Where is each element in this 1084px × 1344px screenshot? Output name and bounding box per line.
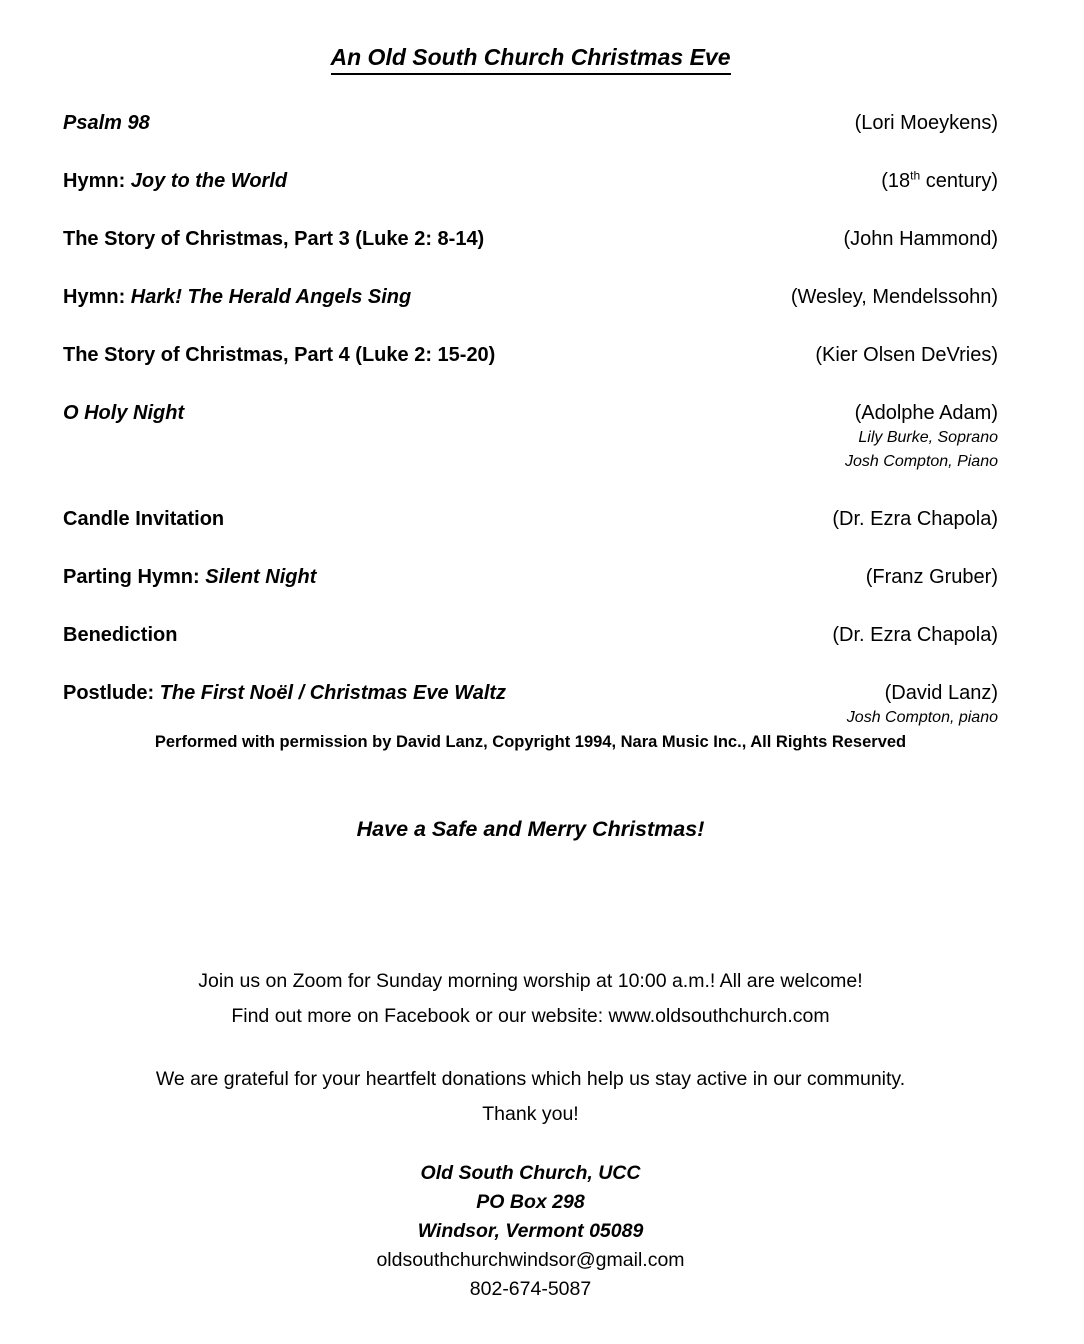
- program-item-title: [63, 284, 411, 310]
- program-item-prefix: Hymn:: [63, 286, 131, 308]
- program-item-attribution: (Wesley, Mendelssohn): [790, 286, 998, 308]
- attribution-superscript: th: [910, 168, 921, 183]
- city-state-zip: Windsor, Vermont 05089: [417, 1220, 644, 1242]
- program-item: [63, 400, 998, 474]
- phone-number: 802-674-5087: [469, 1278, 592, 1300]
- program-item-title: [63, 226, 484, 252]
- attribution-post: century): [920, 170, 998, 192]
- program-item: [63, 622, 998, 648]
- performer-line: Lily Burke, Soprano: [858, 429, 998, 446]
- page-title-text: An Old South Church Christmas Eve: [331, 44, 731, 75]
- program-item-attribution: (Dr. Ezra Chapola): [832, 624, 998, 646]
- program-item-title: [63, 622, 177, 648]
- program-item-title: [63, 110, 150, 136]
- program-item-piece: O Holy Night: [63, 402, 185, 424]
- program-item-prefix: The Story of Christmas, Part 3 (Luke 2: 8-14): [63, 228, 485, 250]
- program-item-attribution: (Adolphe Adam): [854, 402, 998, 424]
- attribution-pre: (18: [881, 170, 911, 192]
- program-item-title: [63, 342, 495, 368]
- program-item: [63, 680, 998, 755]
- program-item-piece: Joy to the World: [130, 170, 288, 192]
- program-item-prefix: Benediction: [63, 624, 178, 646]
- program-item-attribution: (Franz Gruber): [865, 566, 998, 588]
- program-item-title: [63, 506, 224, 532]
- program-item-attribution: (John Hammond): [843, 228, 998, 250]
- email-address: oldsouthchurchwindsor@gmail.com: [376, 1249, 685, 1271]
- program-item-attribution: [881, 168, 998, 194]
- closing-message: Have a Safe and Merry Christmas!: [356, 817, 705, 841]
- program-item-prefix: Hymn:: [63, 170, 131, 192]
- page-title: [63, 44, 998, 70]
- church-name: Old South Church, UCC: [420, 1162, 641, 1184]
- find-out-more-line: Find out more on Facebook or our website: www.oldsouthchurch.com: [231, 1005, 830, 1027]
- program-item: [63, 168, 998, 194]
- announcements-section: [63, 969, 998, 1126]
- performer-line: Josh Compton, piano: [846, 709, 998, 726]
- program-item-piece: Hark! The Herald Angels Sing: [130, 286, 412, 308]
- performer-line: Josh Compton, Piano: [845, 453, 998, 470]
- program-item-piece: The First Noël / Christmas Eve Waltz: [159, 682, 507, 704]
- copyright-permission-note: Performed with permission by David Lanz, Copyright 1994, Nara Music Inc., All Rights Reserved: [154, 733, 907, 751]
- po-box: PO Box 298: [476, 1191, 585, 1213]
- program-item: [63, 506, 998, 532]
- program-item: [63, 110, 998, 136]
- program-item: [63, 342, 998, 368]
- program-item-attribution: (Kier Olsen DeVries): [815, 344, 998, 366]
- program-item-attribution: (Dr. Ezra Chapola): [832, 508, 998, 530]
- donations-line: We are grateful for your heartfelt donations which help us stay active in our community.: [155, 1068, 906, 1090]
- program-item-prefix: Parting Hymn:: [63, 566, 206, 588]
- program-item: [63, 284, 998, 310]
- program-item-prefix: Candle Invitation: [63, 508, 225, 530]
- program-item-attribution: (David Lanz): [884, 682, 998, 704]
- program-item-title: [63, 564, 316, 590]
- thank-you-line: Thank you!: [482, 1103, 579, 1125]
- program-item-piece: Silent Night: [205, 566, 317, 588]
- program-item-prefix: Postlude:: [63, 682, 160, 704]
- program-item-title: [63, 400, 184, 426]
- contact-footer: [63, 1161, 998, 1301]
- program-item-prefix: The Story of Christmas, Part 4 (Luke 2: 15-20): [63, 344, 496, 366]
- zoom-invite-line: Join us on Zoom for Sunday morning worship at 10:00 a.m.! All are welcome!: [198, 970, 863, 992]
- program-item-title: [63, 168, 287, 194]
- program-item: [63, 564, 998, 590]
- program-item: [63, 226, 998, 252]
- program-item-piece: Psalm 98: [63, 112, 150, 134]
- program-item-title: [63, 680, 506, 706]
- program-item-attribution: (Lori Moeykens): [854, 112, 998, 134]
